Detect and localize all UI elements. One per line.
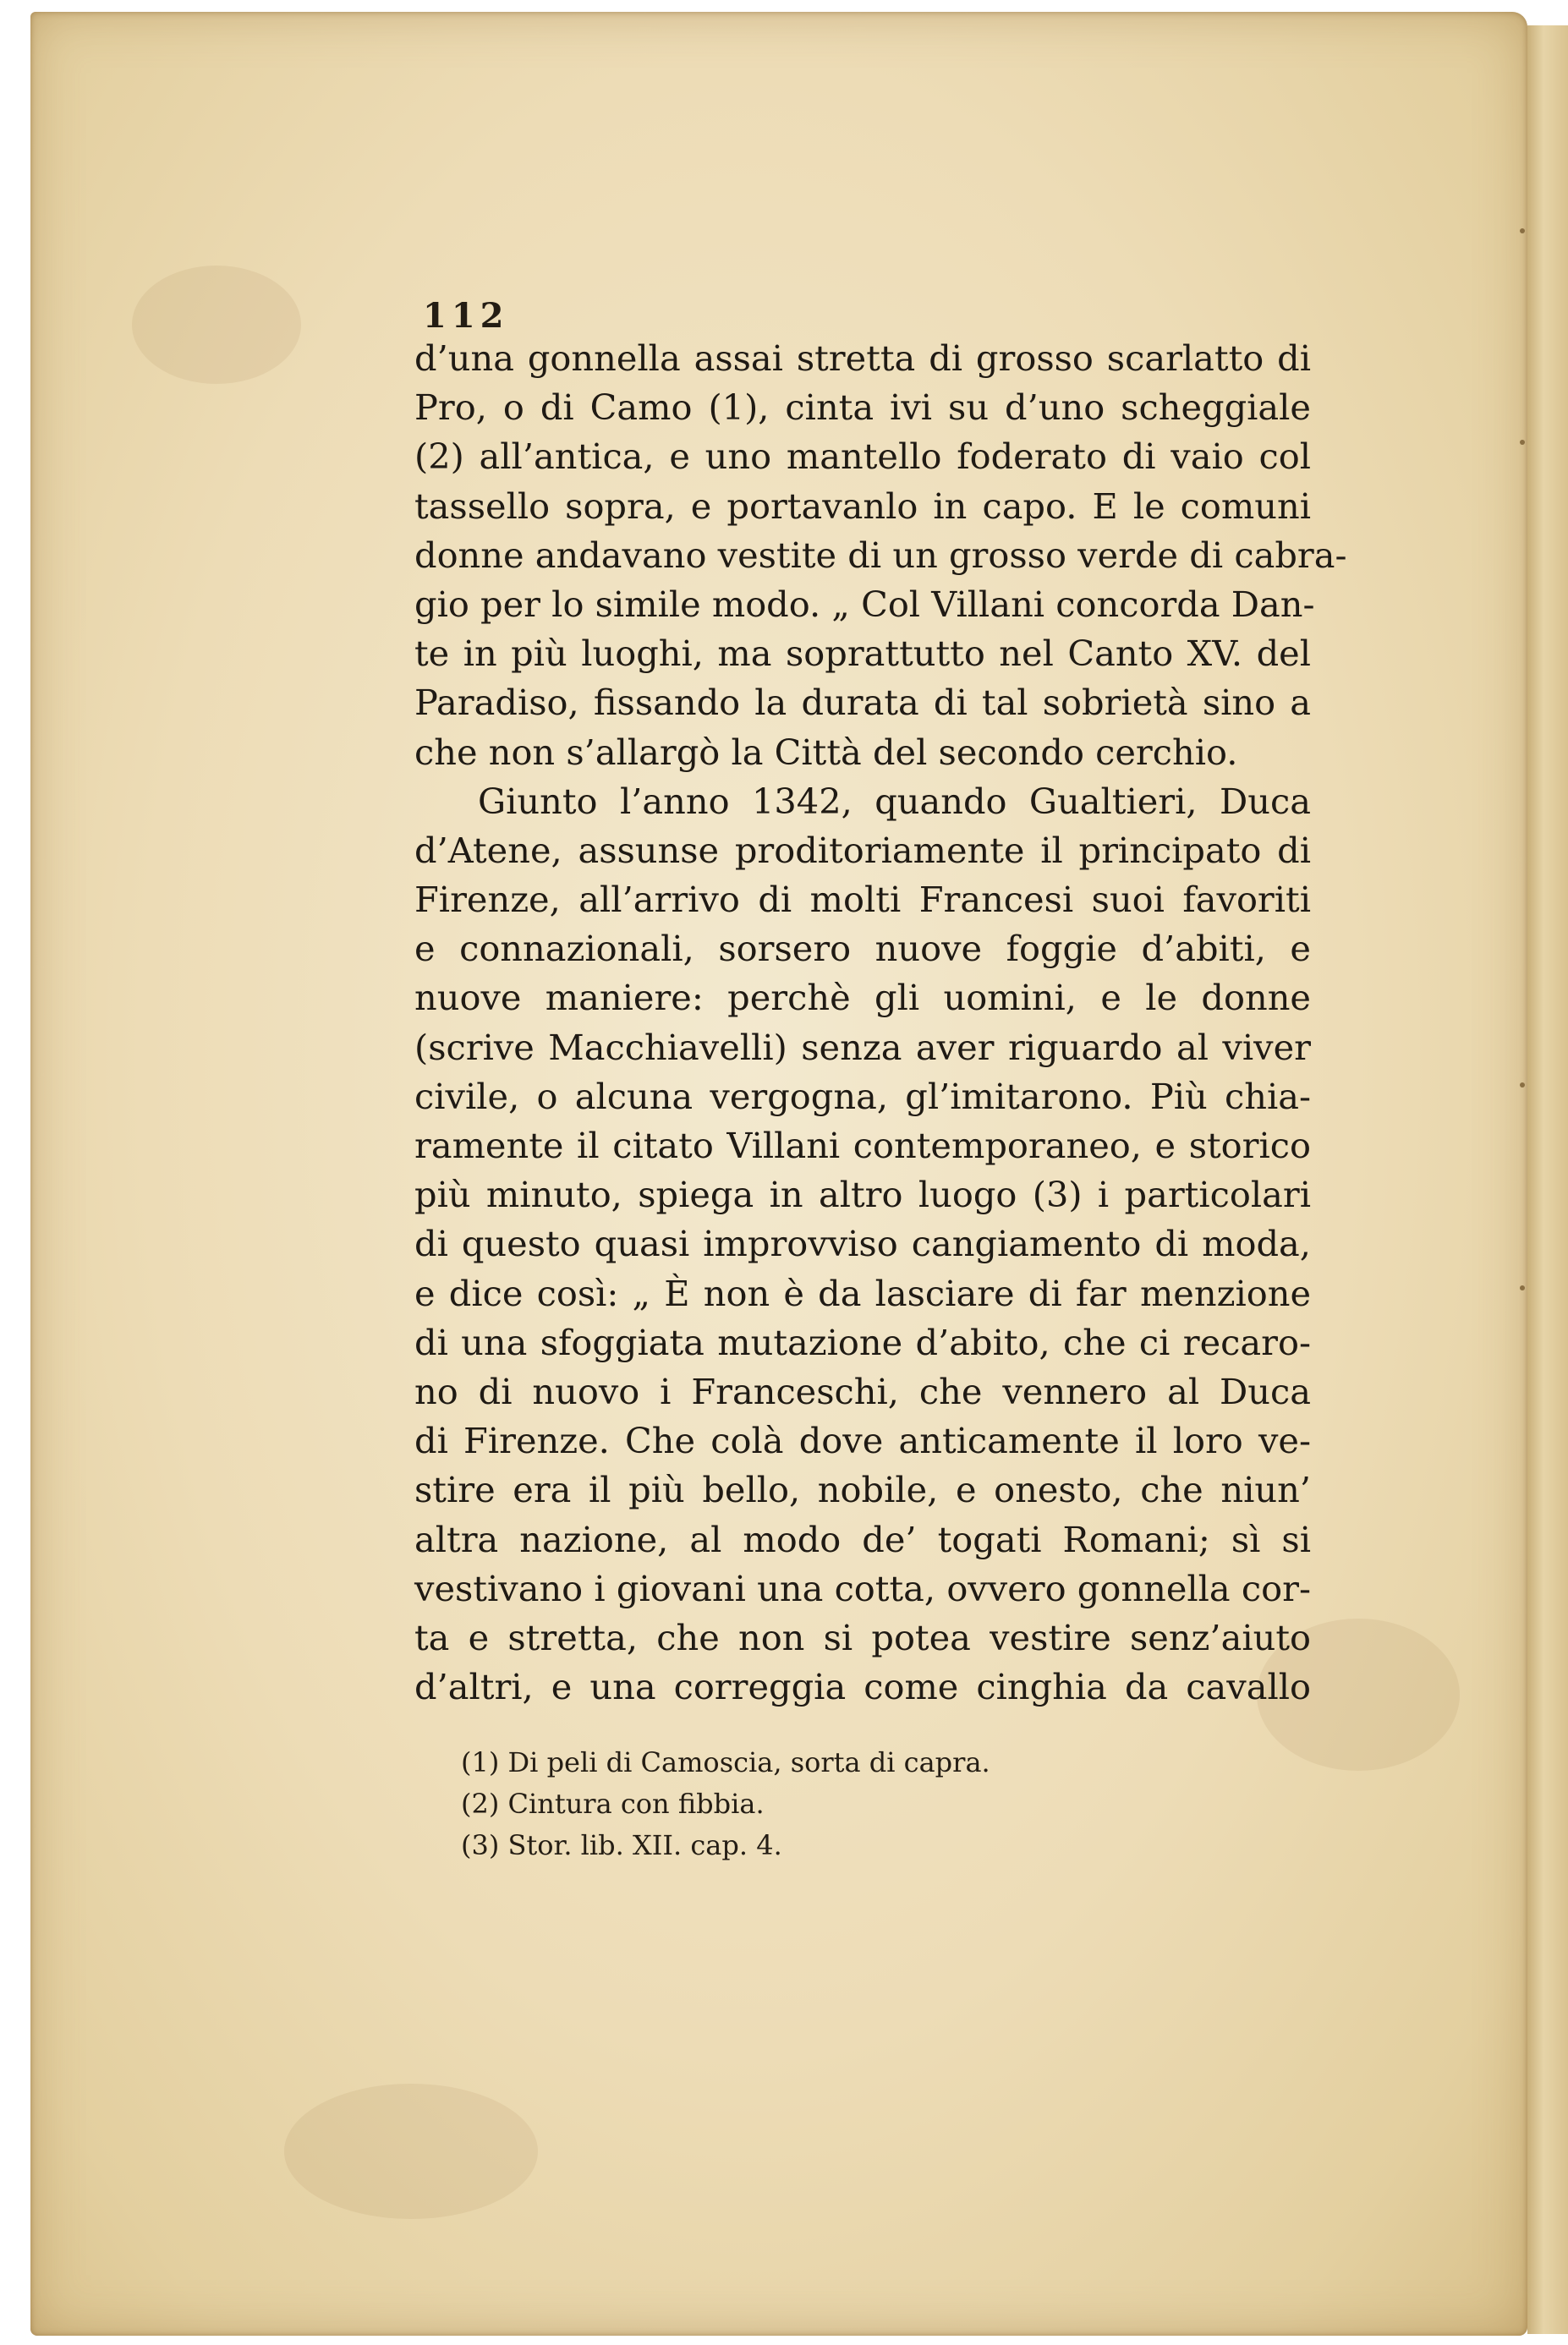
binding-stitch	[1520, 440, 1525, 445]
body-text	[414, 334, 1347, 1712]
text-line: ramente il citato Villani contemporaneo, e storico	[414, 1125, 1311, 1166]
footnote: (2) Cintura con fibbia.	[461, 1788, 765, 1820]
text-line: d’una gonnella assai stretta di grosso scarlatto di	[414, 337, 1311, 379]
text-line: (2) all’antica, e uno mantello foderato di vaio col	[414, 436, 1311, 478]
text-line: altra nazione, al modo de’ togati Romani; sì si	[414, 1518, 1311, 1560]
text-line: (scrive Macchiavelli) senza aver riguardo al viver	[414, 1026, 1311, 1068]
page-number: 112	[423, 296, 509, 336]
text-line: nuove maniere: perchè gli uomini, e le donne	[414, 977, 1311, 1019]
footnote: (3) Stor. lib. XII. cap. 4.	[461, 1829, 782, 1861]
text-line: Pro, o di Camo (1), cinta ivi su d’uno scheggiale	[414, 386, 1311, 429]
text-line: d’Atene, assunse proditoriamente il principato di	[414, 829, 1311, 871]
text-line: ta e stretta, che non si potea vestire senz’aiuto	[414, 1616, 1311, 1658]
text-line: donne andavano vestite di un grosso verde di cabra-	[414, 534, 1347, 576]
text-line: e connazionali, sorsero nuove foggie d’abiti, e	[414, 928, 1311, 970]
adjacent-leaf-edge	[1527, 25, 1568, 2334]
text-line: di una sfoggiata mutazione d’abito, che ci recaro-	[414, 1321, 1311, 1363]
text-line: vestivano i giovani una cotta, ovvero gonnella cor-	[414, 1567, 1311, 1609]
text-line: di Firenze. Che colà dove anticamente il loro ve-	[414, 1420, 1311, 1462]
paper-stain	[132, 266, 301, 384]
text-line: tassello sopra, e portavanlo in capo. E le comuni	[414, 485, 1311, 527]
text-line: e dice così: „ È non è da lasciare di far menzione	[414, 1272, 1311, 1314]
text-line: Paradiso, fissando la durata di tal sobrietà sino a	[414, 682, 1311, 724]
paper-stain	[284, 2084, 538, 2219]
text-line: d’altri, e una correggia come cinghia da cavallo	[414, 1666, 1311, 1708]
text-line: gio per lo simile modo. „ Col Villani concorda Dan-	[414, 583, 1315, 625]
text-line: Firenze, all’arrivo di molti Francesi suoi favoriti	[414, 879, 1311, 921]
text-line: civile, o alcuna vergogna, gl’imitarono. Più chia-	[414, 1075, 1311, 1117]
paragraph-start-line: Giunto l’anno 1342, quando Gualtieri, Duca	[478, 780, 1311, 822]
text-line: no di nuovo i Franceschi, che vennero al Duca	[414, 1370, 1311, 1412]
text-line: che non s’allargò la Città del secondo cerchio.	[414, 731, 1238, 773]
binding-stitch	[1520, 1082, 1525, 1088]
text-line: di questo quasi improvviso cangiamento di moda,	[414, 1223, 1311, 1265]
text-line: te in più luoghi, ma soprattutto nel Canto XV. del	[414, 633, 1311, 675]
footnotes	[461, 1742, 1138, 1866]
text-line: stire era il più bello, nobile, e onesto, che niun’	[414, 1469, 1311, 1511]
binding-stitch	[1520, 1285, 1525, 1290]
footnote: (1) Di peli di Camoscia, sorta di capra.	[461, 1746, 990, 1778]
binding-stitch	[1520, 228, 1525, 233]
text-line: più minuto, spiega in altro luogo (3) i particolari	[414, 1174, 1311, 1216]
